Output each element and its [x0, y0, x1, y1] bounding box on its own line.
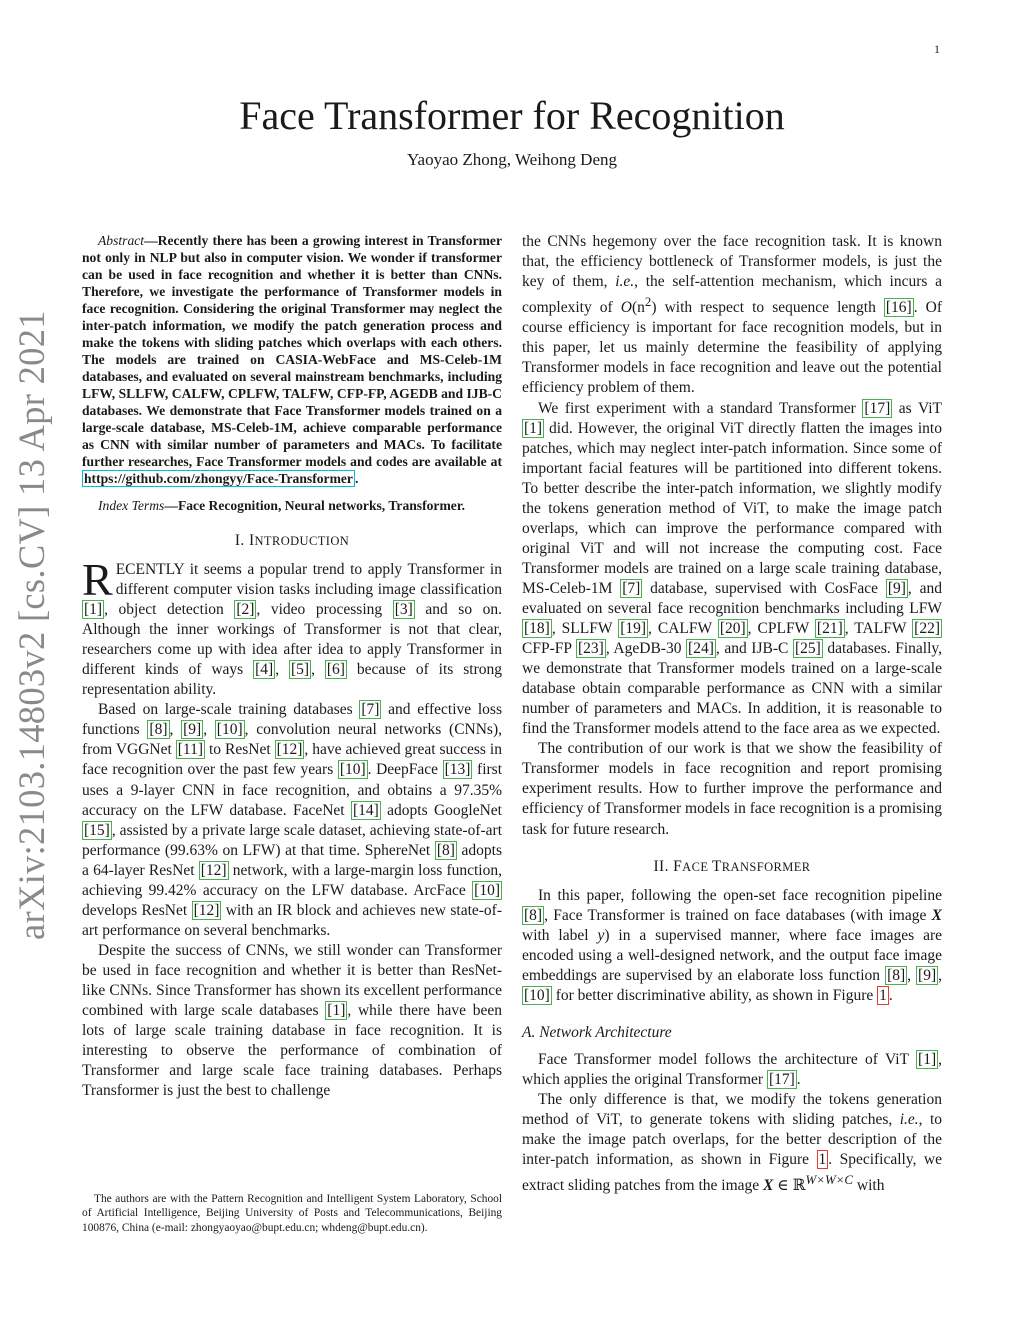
text-run: , TALFW — [844, 620, 913, 638]
text-run: CFP-FP — [522, 640, 576, 658]
citation-link[interactable]: [20] — [719, 620, 746, 638]
citation-link[interactable]: [17] — [864, 399, 891, 417]
text-run: , video processing — [256, 601, 393, 619]
text-run: , the self-attention mechanism, which incurs a complexity of — [522, 273, 942, 317]
math-symbol: X — [763, 1177, 774, 1195]
author-footnote: The authors are with the Pattern Recognition and Intelligent System Laboratory, School of Artificial Intelligence, Beijing University of Posts and Telecommunications, Beijing 100876, China (e-mail: zhongyaoyao@bupt.edu.cn; whdeng@bupt.edu.cn). — [82, 1193, 502, 1234]
text-run: Despite the success of CNNs, we still wonder can Transformer be used in face recognition and whether it is better than ResNet-like CNNs. Since Transformer has shown its excellent performance combined with large scale databases — [82, 941, 502, 1020]
text-run: adopts a 64-layer ResNet — [82, 841, 502, 879]
text-run: with — [853, 1177, 885, 1195]
citation-link[interactable]: [9] — [183, 721, 202, 739]
text-run: . — [796, 1070, 801, 1088]
text-run: and effective loss functions — [82, 701, 502, 739]
text-run: with an IR block and achieves new state-of-art performance on several benchmarks. — [82, 901, 502, 939]
text-run: , assisted by a private large scale dataset, achieving state-of-art performance (99.63% on LFW) at that time. SphereNet — [82, 821, 502, 859]
text-run: , — [169, 721, 182, 739]
text-run: , CPLFW — [747, 620, 815, 638]
citation-link[interactable]: [1] — [524, 419, 543, 437]
citation-link[interactable]: [6] — [326, 661, 345, 679]
citation-link[interactable]: [10] — [339, 761, 366, 779]
citation-link[interactable]: [9] — [918, 966, 937, 984]
right-column — [522, 232, 942, 1196]
citation-link[interactable]: [23] — [578, 640, 604, 658]
math-symbol: 2 — [644, 294, 652, 310]
citation-link[interactable]: [3] — [394, 601, 413, 619]
intro-paragraph-4 — [522, 399, 942, 740]
left-column — [82, 232, 502, 1101]
section-heading-introduction — [82, 532, 502, 550]
page-number: 1 — [934, 42, 940, 56]
text-run: , — [907, 966, 917, 984]
text-run: did. However, the original ViT directly flatten the images into patches, which may neglect inter-patch information. Since some of important facial features will be partitioned into different tokens. To better describe the inter-patch information, we slightly modify the tokens generation method of ViT, to make the image patch overlaps, which can improve the performance compared with original ViT and will not increase the computing cost. Face Transformer models are trained on a large scale training database, MS-Celeb-1M — [522, 419, 942, 597]
math-symbol: W×W×C — [805, 1172, 854, 1188]
citation-link[interactable]: [8] — [887, 966, 906, 984]
section-heading-face-transformer — [522, 858, 942, 876]
text-run: for better discriminative ability, as shown in Figure — [551, 986, 878, 1004]
text-run: , Face Transformer is trained on face databases (with image — [544, 906, 932, 924]
text-run: , — [311, 661, 325, 679]
citation-link[interactable]: [8] — [524, 906, 543, 924]
citation-link[interactable]: [10] — [216, 721, 243, 739]
text-run: , convolution neural networks (CNNs), from VGGNet — [82, 721, 502, 759]
citation-link[interactable]: [24] — [688, 640, 714, 658]
citation-link[interactable]: [12] — [200, 861, 227, 879]
text-run: because of its strong representation ability. — [82, 661, 502, 699]
section-title-rest: NTRODUCTION — [254, 534, 350, 548]
citation-link[interactable]: [7] — [622, 579, 641, 597]
text-run: In this paper, following the open-set face recognition pipeline — [538, 886, 942, 904]
citation-link[interactable]: [4] — [255, 661, 274, 679]
index-terms-label: Index Terms — [98, 498, 165, 513]
text-run: i.e. — [899, 1110, 919, 1128]
text-run: The only difference is that, we modify the tokens generation method of ViT, to generate tokens with sliding patches, — [522, 1090, 942, 1128]
text-run: develops ResNet — [82, 901, 192, 919]
text-run: as ViT — [892, 399, 943, 417]
text-run: the CNNs hegemony over the face recognition task. It is known that, the efficiency bottleneck of Transformer models, is just the key of them, — [522, 233, 942, 291]
text-run: . — [888, 986, 893, 1004]
citation-link[interactable]: [18] — [524, 620, 550, 638]
text-run: first uses a 9-layer CNN in face recognition, and obtains a 97.35% accuracy on the LFW database. FaceNet — [82, 761, 503, 819]
text-run: with respect to sequence length — [656, 299, 884, 317]
text-run: , AgeDB-30 — [605, 640, 687, 658]
text-run: , have achieved great success in face recognition over the past few years — [82, 741, 502, 779]
text-run: i.e. — [615, 273, 635, 291]
text-run: , which applies the original Transformer — [522, 1050, 942, 1088]
text-run: and so on. Although the inner workings of Transformer is not that clear, researchers come up with idea after idea to apply Transformer in different kinds of ways — [82, 601, 503, 679]
paper-title: Face Transformer for Recognition — [239, 93, 785, 138]
citation-link[interactable]: [9] — [887, 579, 906, 597]
abstract-label: Abstract — [98, 233, 145, 248]
index-terms — [82, 497, 502, 514]
citation-link[interactable]: [16] — [885, 299, 912, 317]
abstract-text: —Recently there has been a growing interest in Transformer not only in NLP but also in computer vision. We wonder if transformer can be used in face recognition and whether it is better than CNNs. Therefore, we investigate the performance of Transformer models in face recognition. Considering the original Transformer may neglect the inter-patch information, we modify the patch generation process and make the tokens with sliding patches which overlaps with each others. The models are trained on CASIA-WebFace and MS-Celeb-1M databases, and evaluated on several mainstream benchmarks, including LFW, SLLFW, CALFW, CPLFW, TALFW, CFP-FP, AGEDB and IJB-C databases. We demonstrate that Face Transformer models trained on a large-scale database, MS-Celeb-1M, achieve comparable performance as CNN with similar number of parameters and MACs. To facilitate further researches, Face Transformer models and codes are available at — [82, 233, 502, 469]
citation-link[interactable]: [8] — [436, 841, 455, 859]
text-run: , object detection — [104, 601, 235, 619]
text-run: to ResNet — [205, 741, 275, 759]
paper-authors: Yaoyao Zhong, Weihong Deng — [406, 150, 618, 169]
method-paragraph-1 — [522, 886, 942, 1006]
abstract — [82, 232, 502, 487]
intro-paragraph-3-continued — [522, 232, 942, 399]
text-run: with label — [522, 926, 598, 944]
citation-link[interactable]: [1] — [918, 1050, 937, 1068]
text-run: Based on large-scale training databases — [98, 701, 360, 719]
citation-link[interactable]: [2] — [236, 601, 255, 619]
text-run: network, with a large-margin loss function, achieving 99.42% accuracy on the LFW database. ArcFace — [82, 861, 502, 899]
citation-link[interactable]: [5] — [291, 661, 310, 679]
citation-link[interactable]: [7] — [361, 701, 380, 719]
text-run: , and evaluated on several face recognition benchmarks including LFW — [522, 579, 942, 617]
citation-link[interactable]: [19] — [620, 620, 647, 638]
complexity-formula — [620, 294, 657, 317]
arxiv-identifier-stamp: arXiv:2103.14803v2 [cs.CV] 13 Apr 2021 — [11, 310, 52, 940]
text-run: , — [275, 661, 289, 679]
method-paragraph-2 — [522, 1050, 942, 1090]
section-title-initial: F — [673, 857, 683, 875]
text-run: database, supervised with CosFace — [642, 579, 886, 597]
citation-link[interactable]: [1] — [84, 601, 103, 619]
section-title-initial: T — [711, 857, 722, 875]
math-symbol: X — [931, 906, 942, 924]
text-run: . Of course efficiency is important for face recognition models, but in this paper, let us mainly determine the feasibility of applying Transformer models in face recognition and leave out the potential efficiency problem of them. — [522, 299, 943, 397]
subsection-heading-network-architecture: A. Network Architecture — [522, 1023, 672, 1041]
code-link[interactable]: https://github.com/zhongyy/Face-Transformer — [84, 471, 353, 486]
drop-cap: R — [82, 554, 113, 605]
text-run: adopts GoogleNet — [380, 801, 502, 819]
section-number: I. — [234, 532, 249, 549]
index-terms-text: —Face Recognition, Neural networks, Transformer. — [164, 498, 465, 513]
citation-link[interactable]: [13] — [444, 761, 471, 779]
citation-link[interactable]: [10] — [524, 986, 550, 1004]
citation-link[interactable]: [17] — [768, 1070, 795, 1088]
text-run: , while there have been lots of large scale training database in face recognition. It is interesting to observe the performance of combination of Transformer and large scale face training databases. Perhaps Transformer is just the best to challenge — [82, 1002, 502, 1100]
section-number: II. — [653, 857, 674, 875]
text-run: Face Transformer model follows the architecture of ViT — [538, 1050, 917, 1068]
citation-link[interactable]: [8] — [149, 721, 168, 739]
abstract-end: . — [354, 471, 359, 486]
text-run: , — [938, 966, 942, 984]
text-run: . DeepFace — [367, 761, 443, 779]
math-symbol: ) — [651, 299, 657, 317]
citation-link[interactable]: [25] — [794, 640, 821, 658]
figure-reference-link[interactable]: 1 — [879, 986, 887, 1004]
citation-link[interactable]: [12] — [193, 901, 220, 919]
math-symbol: ∈ ℝ — [773, 1177, 806, 1195]
text-run: We first experiment with a standard Transformer — [538, 399, 863, 417]
text-run: , to make the image patch overlaps, for the better description of the inter-patch information, as shown in Figure — [522, 1110, 942, 1169]
citation-link[interactable]: [12] — [276, 741, 303, 759]
section-title-initial: I — [248, 532, 255, 549]
citation-link[interactable]: [22] — [914, 620, 940, 638]
math-symbol: O — [620, 299, 632, 317]
text-run: , SLLFW — [551, 620, 619, 638]
math-symbol: y — [597, 926, 605, 944]
intro-paragraph-1 — [82, 554, 503, 700]
citation-link[interactable]: [11] — [177, 741, 203, 759]
section-title-rest: ACE — [682, 859, 712, 874]
citation-link[interactable]: [1] — [327, 1002, 346, 1020]
math-symbol: (n — [631, 299, 645, 317]
figure-reference-link[interactable]: 1 — [818, 1151, 827, 1169]
citation-link[interactable]: [14] — [352, 801, 379, 819]
citation-link[interactable]: [21] — [816, 620, 843, 638]
text-run: , — [203, 721, 215, 739]
intro-paragraph-3 — [82, 941, 502, 1101]
citation-link[interactable]: [10] — [474, 881, 500, 899]
intro-paragraph-5: The contribution of our work is that we show the feasibility of Transformer models in face recognition and report promising experiment results. How to further improve the performance and efficiency of Transformer models in face recognition is a promising task for future research. — [522, 740, 942, 838]
text-run: ECENTLY it seems a popular trend to apply Transformer in different computer vision tasks including image classification — [115, 561, 502, 599]
citation-link[interactable]: [15] — [84, 821, 110, 839]
section-title-rest: RANSFORMER — [721, 859, 811, 874]
text-run: , CALFW — [648, 620, 718, 638]
text-run: databases. Finally, we demonstrate that Transformer models trained on a large-scale database obtain comparable performance as CNN with a similar number of parameters and MACs. In addition, it is reasonable to find the Transformer models attend to the face area as we expected. — [522, 640, 942, 738]
text-run: , and IJB-C — [715, 640, 793, 658]
text-run: ) in a supervised manner, where face images are encoded using a well-designed network, and the output face image embeddings are supervised by an elaborate loss function — [522, 926, 942, 984]
method-paragraph-3 — [522, 1090, 942, 1196]
text-run: . Specifically, we extract sliding patches from the image — [522, 1151, 942, 1195]
intro-paragraph-2 — [82, 700, 502, 941]
